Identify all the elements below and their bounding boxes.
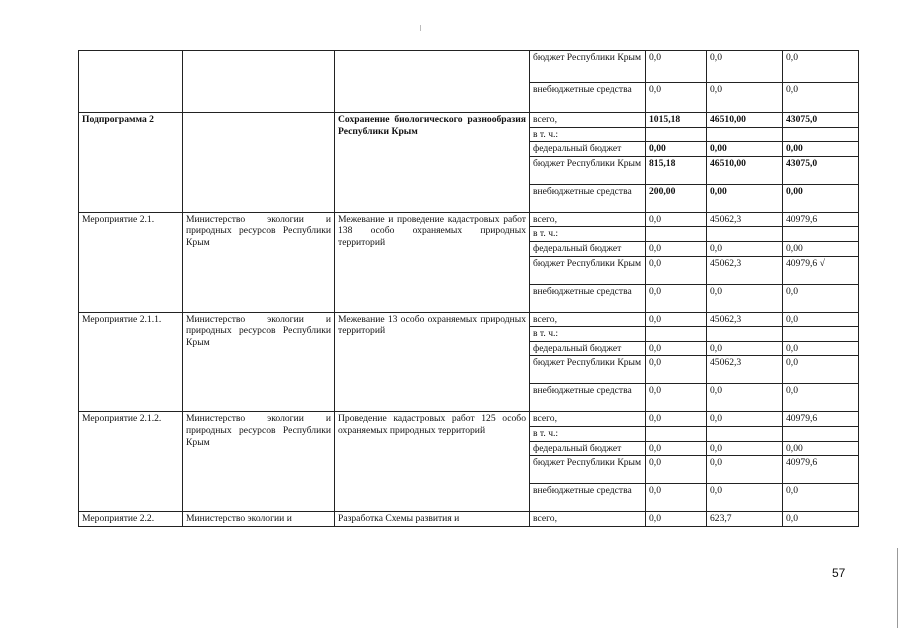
cell-value: 45062,3 — [707, 312, 783, 327]
cell-value: 200,00 — [646, 184, 707, 212]
table-row — [79, 113, 859, 128]
table-row — [79, 412, 859, 427]
cell-title — [335, 51, 530, 113]
cell-value: 0,0 — [646, 256, 707, 284]
cell-value: 0,00 — [707, 184, 783, 212]
cell-value: 0,0 — [707, 384, 783, 412]
scan-mark — [420, 25, 421, 31]
cell-value: 0,0 — [646, 241, 707, 256]
cell-value: 0,0 — [707, 441, 783, 456]
cell-value: 45062,3 — [707, 256, 783, 284]
cell-source: в т. ч.: — [530, 327, 646, 342]
cell-executor: Министерство экологии и природных ресурсов Республики Крым — [183, 212, 335, 312]
cell-value: 40979,6 √ — [783, 256, 859, 284]
cell-value: 0,00 — [783, 441, 859, 456]
scan-edge — [897, 548, 898, 628]
cell-source: всего, — [530, 312, 646, 327]
cell-value: 0,0 — [646, 356, 707, 384]
cell-value: 0,00 — [783, 142, 859, 157]
cell-source: внебюджетные средства — [530, 83, 646, 113]
cell-source: всего, — [530, 212, 646, 227]
cell-value — [646, 227, 707, 242]
cell-value — [783, 227, 859, 242]
cell-value: 45062,3 — [707, 212, 783, 227]
cell-value: 40979,6 — [783, 212, 859, 227]
cell-value: 0,0 — [646, 484, 707, 512]
cell-item: Подпрограмма 2 — [79, 113, 183, 213]
budget-table — [78, 50, 859, 527]
cell-executor — [183, 113, 335, 213]
cell-value: 0,0 — [783, 512, 859, 527]
cell-source: бюджет Республики Крым — [530, 156, 646, 184]
table-row — [79, 312, 859, 327]
cell-value: 0,00 — [707, 142, 783, 157]
cell-value: 0,0 — [707, 83, 783, 113]
cell-value: 0,0 — [783, 356, 859, 384]
cell-value: 43075,0 — [783, 113, 859, 128]
cell-value: 0,0 — [646, 83, 707, 113]
cell-value — [707, 327, 783, 342]
cell-value: 0,0 — [707, 51, 783, 83]
cell-source: внебюджетные средства — [530, 484, 646, 512]
cell-value: 0,00 — [783, 241, 859, 256]
table-row — [79, 51, 859, 83]
cell-source: в т. ч.: — [530, 426, 646, 441]
cell-value: 0,0 — [646, 441, 707, 456]
cell-source: всего, — [530, 512, 646, 527]
cell-value: 0,0 — [783, 312, 859, 327]
cell-executor: Министерство экологии и природных ресурсов Республики Крым — [183, 412, 335, 512]
cell-value: 0,0 — [707, 484, 783, 512]
cell-value: 45062,3 — [707, 356, 783, 384]
cell-source: в т. ч.: — [530, 227, 646, 242]
cell-title: Межевание 13 особо охраняемых природных территорий — [335, 312, 530, 412]
cell-source: всего, — [530, 113, 646, 128]
cell-value — [707, 127, 783, 142]
cell-value — [646, 426, 707, 441]
cell-value — [707, 227, 783, 242]
cell-item — [79, 51, 183, 113]
cell-value: 815,18 — [646, 156, 707, 184]
page-number: 57 — [832, 566, 846, 580]
cell-value — [707, 426, 783, 441]
cell-title: Межевание и проведение кадастровых работ 138 особо охраняемых природных территорий — [335, 212, 530, 312]
cell-source: федеральный бюджет — [530, 142, 646, 157]
cell-value: 0,0 — [646, 456, 707, 484]
cell-value — [783, 426, 859, 441]
cell-item: Мероприятие 2.1. — [79, 212, 183, 312]
cell-value: 0,0 — [646, 212, 707, 227]
cell-source: бюджет Республики Крым — [530, 256, 646, 284]
cell-source: внебюджетные средства — [530, 184, 646, 212]
cell-value: 0,0 — [707, 241, 783, 256]
cell-value: 40979,6 — [783, 412, 859, 427]
table-row — [79, 512, 859, 527]
cell-value: 0,0 — [646, 412, 707, 427]
cell-value: 0,0 — [646, 284, 707, 312]
cell-source: внебюджетные средства — [530, 284, 646, 312]
cell-title: Проведение кадастровых работ 125 особо охраняемых природных территорий — [335, 412, 530, 512]
cell-value: 0,0 — [783, 384, 859, 412]
cell-executor: Министерство экологии и природных ресурсов Республики Крым — [183, 312, 335, 412]
cell-value: 0,0 — [783, 484, 859, 512]
cell-executor — [183, 51, 335, 113]
cell-value: 0,0 — [783, 284, 859, 312]
cell-value: 0,0 — [646, 51, 707, 83]
cell-source: внебюджетные средства — [530, 384, 646, 412]
cell-value: 0,0 — [707, 284, 783, 312]
cell-value: 0,00 — [783, 184, 859, 212]
cell-value: 0,0 — [707, 456, 783, 484]
cell-value: 0,0 — [783, 341, 859, 356]
cell-value: 1015,18 — [646, 113, 707, 128]
cell-value: 46510,00 — [707, 113, 783, 128]
cell-item: Мероприятие 2.1.1. — [79, 312, 183, 412]
cell-source: федеральный бюджет — [530, 441, 646, 456]
cell-value: 0,0 — [646, 512, 707, 527]
cell-value: 40979,6 — [783, 456, 859, 484]
cell-value: 0,0 — [783, 83, 859, 113]
cell-value: 0,0 — [646, 341, 707, 356]
cell-item: Мероприятие 2.1.2. — [79, 412, 183, 512]
cell-value: 0,0 — [646, 312, 707, 327]
cell-value: 43075,0 — [783, 156, 859, 184]
cell-item: Мероприятие 2.2. — [79, 512, 183, 527]
table-row — [79, 212, 859, 227]
cell-source: бюджет Республики Крым — [530, 51, 646, 83]
cell-value: 0,0 — [783, 51, 859, 83]
cell-source: бюджет Республики Крым — [530, 356, 646, 384]
cell-executor: Министерство экологии и — [183, 512, 335, 527]
cell-value: 623,7 — [707, 512, 783, 527]
cell-value: 46510,00 — [707, 156, 783, 184]
cell-source: федеральный бюджет — [530, 241, 646, 256]
cell-source: в т. ч.: — [530, 127, 646, 142]
cell-value: 0,0 — [646, 384, 707, 412]
cell-value — [646, 327, 707, 342]
cell-value: 0,0 — [707, 341, 783, 356]
cell-source: бюджет Республики Крым — [530, 456, 646, 484]
cell-value — [783, 327, 859, 342]
cell-value: 0,0 — [707, 412, 783, 427]
cell-source: всего, — [530, 412, 646, 427]
cell-value — [646, 127, 707, 142]
cell-title: Разработка Схемы развития и — [335, 512, 530, 527]
cell-source: федеральный бюджет — [530, 341, 646, 356]
cell-value: 0,00 — [646, 142, 707, 157]
cell-title: Сохранение биологического разнообразия Республики Крым — [335, 113, 530, 213]
cell-value — [783, 127, 859, 142]
